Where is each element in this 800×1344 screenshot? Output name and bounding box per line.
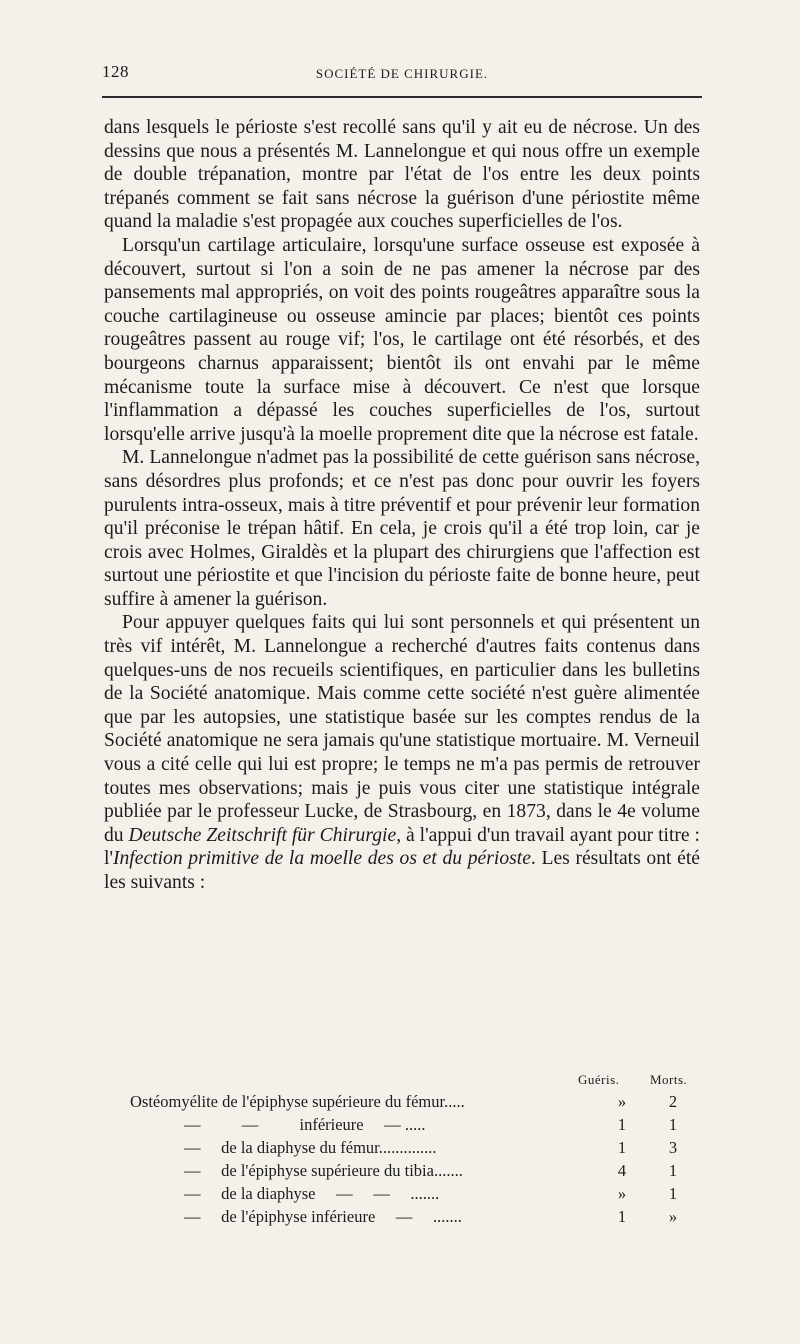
row-label: — — inférieure — ..... [184, 1115, 426, 1134]
gueris-value: 1 [617, 1138, 627, 1157]
morts-value: 1 [668, 1161, 678, 1180]
statistics-header [130, 1072, 710, 1092]
running-head: SOCIÉTÉ DE CHIRURGIE. [315, 66, 489, 81]
table-row [130, 1161, 710, 1184]
paragraph-text: . Les résultats ont été les suivants : [104, 848, 700, 893]
morts-value: 2 [668, 1092, 678, 1111]
row-label: Ostéomyélite de l'épiphyse supérieure du fémur..... [130, 1092, 465, 1111]
morts-value: » [668, 1207, 678, 1226]
morts-value: 1 [668, 1184, 678, 1203]
table-row [130, 1092, 710, 1115]
column-header-gueris: Guéris. [578, 1072, 620, 1087]
page-header [102, 58, 702, 88]
morts-value: 1 [668, 1115, 678, 1134]
gueris-value: » [617, 1092, 627, 1111]
paragraph-text: , à l'appui d'un travail ayant pour titre : l' [104, 824, 700, 870]
row-label: — de la diaphyse du fémur.............. [184, 1138, 437, 1157]
column-header-morts: Morts. [650, 1072, 688, 1087]
statistics-table [130, 1072, 710, 1230]
row-label: — de l'épiphyse supérieure du tibia....... [184, 1161, 463, 1180]
body-text [104, 116, 700, 895]
row-label: — de l'épiphyse inférieure — ....... [184, 1207, 462, 1226]
table-row [130, 1138, 710, 1161]
gueris-value: 1 [617, 1207, 627, 1226]
gueris-value: 4 [617, 1161, 627, 1180]
gueris-value: 1 [617, 1115, 627, 1134]
paragraph: dans lesquels le périoste s'est recollé sans qu'il y ait eu de nécrose. Un des dessins que nous a présentés M. Lannelongue et qui nous offre un exemple de double trépanation, montre par l'état de l'os entre les deux points trépanés comment se fait sans nécrose la guérison d'une périostite même quand la maladie s'est propagée aux couches superficielles de l'os. [104, 117, 700, 233]
paragraph: Lorsqu'un cartilage articulaire, lorsqu'une surface osseuse est exposée à découvert, surtout si l'on a soin de ne pas amener la nécrose par des pansements mal appropriés, on voit des points rougeâtres apparaître sous la couche cartilagineuse ou osseuse amincie par places; bientôt ces points rougeâtres passent au rouge vif; l'os, le cartilage ont été résorbés, et des bourgeons charnus apparaissent; bientôt ils ont envahi par le même mécanisme toute la surface mise à découvert. Ce n'est que lorsque l'inflammation a dépassé les couches superficielles de l'os, surtout lorsqu'elle arrive jusqu'à la moelle proprement dite que la nécrose est fatale. [104, 234, 700, 445]
work-title: Infection primitive de la moelle des os et du périoste [112, 848, 531, 870]
gueris-value: » [617, 1184, 627, 1203]
row-label: — de la diaphyse — — ....... [184, 1184, 440, 1203]
table-row [130, 1115, 710, 1138]
page-number: 128 [102, 62, 129, 81]
paragraph: M. Lannelongue n'admet pas la possibilité de cette guérison sans nécrose, sans désordres plus profonds; et ce n'est pas donc pour ouvrir les foyers purulents intra-osseux, mais à titre préventif et pour prévenir leur formation qu'il préconise le trépan hâtif. En cela, je crois qu'il a été trop loin, car je crois avec Holmes, Giraldès et la plupart des chirurgiens que l'affection est surtout une périostite et que l'incision du périoste faite de bonne heure, peut suffire à amener la guérison. [104, 447, 700, 610]
paragraph [104, 611, 700, 894]
table-row [130, 1207, 710, 1230]
header-rule [102, 96, 702, 98]
journal-title: Deutsche Zeitschrift für Chirurgie [128, 824, 397, 846]
table-row [130, 1184, 710, 1207]
paragraph-text: Pour appuyer quelques faits qui lui sont personnels et qui présentent un très vif intérêt, M. Lannelongue a recherché d'autres faits contenus dans quelques-uns de nos recueils scientifiques, en particulier dans les bulletins de la Société anatomique. Mais comme cette société n'est guère alimentée que par les autopsies, une statistique basée sur les comptes rendus de la Société anatomique ne sera jamais qu'une statistique mortuaire. M. Verneuil vous a cité celle qui lui est propre; le temps ne m'a pas permis de retrouver toutes mes observations; mais je puis vous citer une statistique intégrale publiée par le professeur Lucke, de Strasbourg, en 1873, dans le 4e volume du [104, 612, 700, 846]
morts-value: 3 [668, 1138, 678, 1157]
